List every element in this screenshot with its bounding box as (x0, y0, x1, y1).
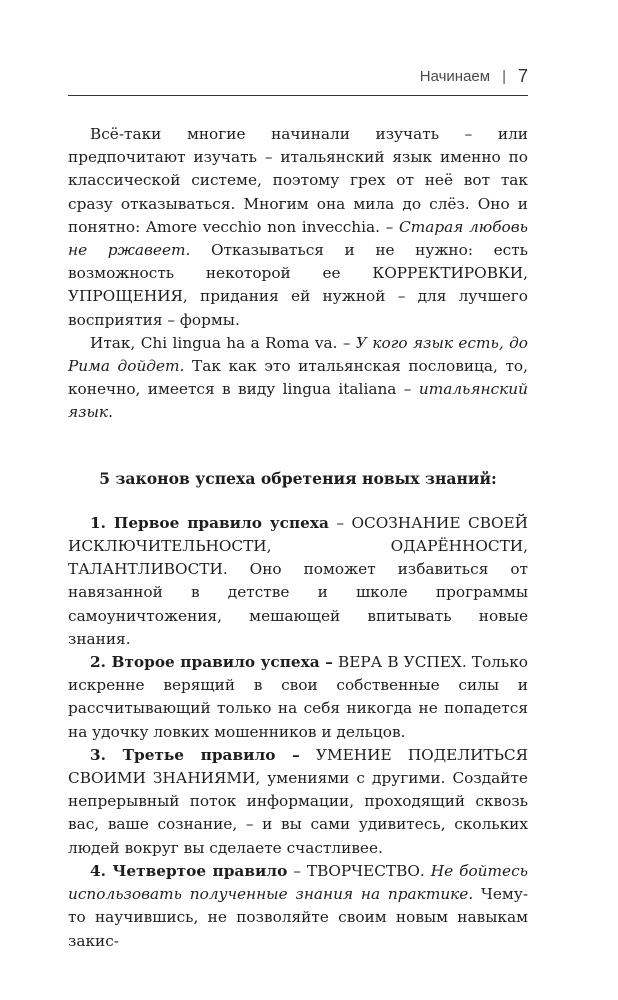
rule-text: ВЕРА В УСПЕХ. Только искренне верящий в свои собственные силы и рассчитывающий только на себя никогда не попадется на удочку ловких мошенников и дельцов. (68, 653, 528, 741)
rule-text: УМЕНИЕ ПОДЕЛИТЬСЯ СВОИМИ ЗНАНИЯМИ, умениями с другими. Создайте непрерывный поток информации, проходящий сквозь вас, ваше сознание, – и вы сами удивитесь, скольких людей вокруг вы сделаете счастливее. (68, 745, 528, 857)
italic-term: итальянский язык (68, 380, 528, 422)
text-run: . (108, 403, 113, 422)
text-run: Отказываться и не нужно: есть возможность некоторой ее КОРРЕКТИРОВКИ, УПРОЩЕНИЯ, придания ей нужной – для лучшего восприятия – формы. (68, 241, 528, 329)
rule-4 (68, 860, 528, 953)
italic-proverb-translation: Старая любовь не ржавеет. (68, 217, 528, 260)
rule-title: 4. Четвертое правило (90, 861, 288, 880)
text-run: Всё-таки многие начинали изучать – или предпочитают изучать – итальянский язык именно по классической системе, поэтому грех от неё вот так сразу отказываться. Многим она мила до слёз. Оно и понятно: Amore vecchio non invecchia. – (68, 125, 528, 236)
rule-1 (68, 512, 528, 651)
header-rule (68, 95, 528, 96)
section-heading: 5 законов успеха обретения новых знаний: (99, 468, 497, 488)
paragraph-proverb (68, 332, 528, 425)
rule-3 (68, 744, 528, 860)
text-run: Итак, Chi lingua ha a Roma va. – (90, 333, 356, 352)
rule-text: – ОСОЗНАНИЕ СВОЕЙ ИСКЛЮЧИТЕЛЬНОСТИ, ОДАРЁННОСТИ, ТАЛАНТЛИВОСТИ. Оно поможет избавиться от навязанной в детстве и школе программы самоуничтожения, мешающей впитывать новые знания. (68, 513, 528, 648)
rule-title: 1. Первое правило успеха (90, 513, 329, 532)
header-separator: | (502, 68, 506, 85)
rule-text: – ТВОРЧЕСТВО. (287, 861, 431, 880)
italic-proverb-translation: У кого язык есть, до Рима дойдет. (68, 333, 529, 376)
text-run: Так как это итальянская пословица, то, конечно, имеется в виду lingua italiana – (68, 357, 528, 399)
running-header (420, 66, 528, 87)
rule-title: 3. Третье правило – (90, 745, 300, 764)
page-number: 7 (517, 66, 528, 86)
rule-title: 2. Второе правило успеха – (90, 653, 333, 672)
rule-text: Чему-то научившись, не позволяйте своим новым навыкам закис- (68, 885, 528, 950)
paragraph-intro (68, 123, 528, 332)
page-body (68, 123, 528, 953)
rule-2 (68, 651, 528, 744)
rule-italic-text: Не бойтесь использовать полученные знания на практике. (68, 861, 528, 904)
section-title: Начинаем (419, 68, 491, 85)
